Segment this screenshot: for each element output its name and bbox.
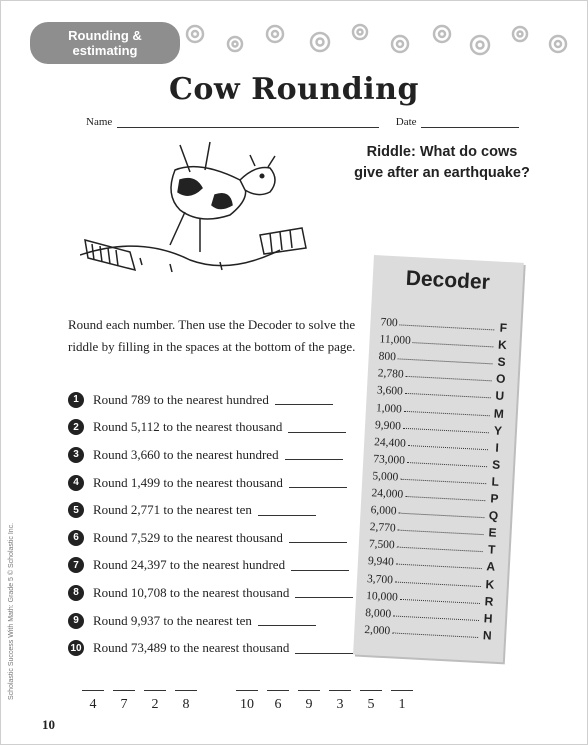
question-text: Round 1,499 to the nearest thousand — [93, 474, 283, 490]
decoder-number: 3,600 — [376, 384, 404, 399]
question-number: 9 — [68, 613, 84, 629]
letter-blank[interactable] — [236, 690, 258, 713]
letter-blank[interactable] — [298, 690, 320, 713]
blank-number: 6 — [274, 697, 282, 712]
decoder-number: 9,940 — [367, 555, 395, 569]
decoder-number: 700 — [380, 316, 399, 330]
blank-number: 9 — [305, 697, 313, 712]
decoder-dots — [408, 445, 488, 450]
decoder-letter: E — [488, 525, 497, 541]
decoder-dots — [400, 479, 486, 485]
decoder-dots — [395, 581, 481, 587]
page-title: Cow Rounding — [169, 72, 419, 107]
swirl-decoration — [180, 20, 580, 60]
blank-line — [144, 690, 166, 697]
riddle-text: Riddle: What do cows give after an earthquake? — [354, 144, 530, 181]
blank-line — [298, 690, 320, 697]
decoder-number: 7,500 — [368, 538, 395, 552]
question-item — [68, 524, 353, 552]
decoder-number: 3,700 — [366, 572, 394, 586]
question-number: 8 — [68, 585, 84, 601]
decoder-dots — [404, 410, 490, 416]
decoder-dots — [407, 462, 487, 467]
blank-line — [175, 690, 197, 697]
question-item — [68, 552, 353, 580]
decoder-number: 2,780 — [377, 367, 404, 382]
blank-line — [267, 690, 289, 697]
decoder-letter: S — [497, 354, 506, 370]
decoder-title: Decoder — [405, 266, 491, 295]
decoder-dots — [405, 393, 491, 399]
letter-blank[interactable] — [82, 690, 104, 713]
decoder-number: 5,000 — [372, 470, 399, 484]
question-text: Round 10,708 to the nearest thousand — [93, 584, 290, 600]
decoder-dots — [398, 513, 484, 519]
decoder-dots — [397, 547, 483, 553]
letter-blank[interactable] — [175, 690, 197, 713]
decoder-letter: A — [486, 559, 496, 575]
blank-number: 3 — [336, 697, 344, 712]
decoder-letter: K — [497, 337, 508, 353]
decoder-letter: S — [491, 457, 501, 472]
question-number: 10 — [68, 640, 84, 656]
decoder-letter: K — [485, 576, 495, 592]
instructions: Round each number. Then use the Decoder to solve the riddle by filling in the spaces at the bottom of the page. — [68, 317, 356, 354]
decoder-letter: U — [495, 389, 505, 404]
blank-line — [391, 690, 413, 697]
decoder-dots — [400, 598, 480, 603]
cow-illustration — [80, 140, 310, 280]
badge-line-2: estimating — [72, 43, 138, 58]
decoder-number: 24,400 — [373, 436, 407, 450]
decoder-letter: H — [483, 610, 493, 626]
question-number: 7 — [68, 557, 84, 573]
question-text: Round 9,937 to the nearest ten — [93, 612, 252, 628]
decoder-list — [364, 311, 511, 642]
decoder-letter: O — [495, 371, 506, 387]
decoder-letter: F — [499, 320, 508, 336]
question-item — [68, 496, 353, 524]
decoder-letter: I — [495, 440, 500, 455]
copyright-side-text: Scholastic Success With Math: Grade 5 © Scholastic Inc. — [8, 522, 15, 700]
blank-number: 1 — [398, 697, 406, 712]
name-date-row — [86, 116, 519, 128]
question-text: Round 7,529 to the nearest thousand — [93, 529, 283, 545]
question-text: Round 5,112 to the nearest thousand — [93, 419, 283, 435]
blank-line — [236, 690, 258, 697]
decoder-dots — [405, 496, 485, 501]
answer-blank[interactable] — [258, 505, 316, 516]
blank-number: 7 — [120, 697, 128, 712]
letter-blank[interactable] — [267, 690, 289, 713]
answer-blank[interactable] — [291, 560, 349, 571]
letter-blank[interactable] — [329, 690, 351, 713]
answer-blank[interactable] — [285, 449, 343, 460]
answer-blank[interactable] — [275, 394, 333, 405]
question-item — [68, 386, 353, 414]
question-text: Round 24,397 to the nearest hundred — [93, 557, 286, 573]
decoder-letter: Q — [488, 508, 499, 523]
badge-line-1: Rounding & — [68, 28, 142, 43]
decoder-number: 73,000 — [373, 453, 406, 467]
blank-line — [329, 690, 351, 697]
decoder-panel — [353, 255, 524, 662]
question-item — [68, 441, 353, 469]
decoder-letter: T — [487, 542, 496, 558]
blank-number: 4 — [89, 697, 97, 712]
blank-number: 5 — [367, 697, 375, 712]
decoder-letter: Y — [493, 423, 503, 438]
blank-line — [82, 690, 104, 697]
question-number: 4 — [68, 475, 84, 491]
decoder-number: 6,000 — [370, 504, 397, 518]
question-item — [68, 469, 353, 497]
decoder-letter: L — [491, 474, 500, 489]
name-field[interactable] — [117, 117, 379, 128]
decoder-number: 11,000 — [379, 333, 412, 348]
answer-blank[interactable] — [295, 587, 353, 598]
question-text: Round 3,660 to the nearest hundred — [93, 446, 279, 462]
question-item — [68, 579, 353, 607]
decoder-letter: P — [490, 491, 499, 506]
decoder-number: 10,000 — [365, 589, 399, 604]
page-number: 10 — [42, 717, 55, 732]
decoder-dots — [403, 427, 489, 433]
question-number: 3 — [68, 447, 84, 463]
question-text: Round 73,489 to the nearest thousand — [93, 640, 290, 656]
word-gap — [206, 690, 236, 713]
answer-blank[interactable] — [258, 615, 316, 626]
decoder-dots — [396, 564, 482, 570]
decoder-number: 800 — [378, 350, 397, 364]
decoder-number: 9,900 — [374, 418, 402, 433]
question-list — [68, 386, 353, 662]
decoder-number: 2,770 — [369, 521, 396, 535]
answer-row — [82, 690, 422, 713]
question-item — [68, 414, 353, 442]
question-number: 1 — [68, 392, 84, 408]
decoder-dots — [397, 530, 483, 536]
question-item — [68, 607, 353, 635]
blank-number: 2 — [151, 697, 159, 712]
question-item — [68, 634, 353, 662]
blank-line — [360, 690, 382, 697]
answer-blank[interactable] — [289, 477, 347, 488]
decoder-letter: N — [482, 628, 492, 643]
question-number: 5 — [68, 502, 84, 518]
date-field[interactable] — [421, 117, 519, 128]
decoder-letter: R — [484, 593, 494, 609]
letter-blank[interactable] — [113, 690, 135, 713]
decoder-number: 2,000 — [364, 623, 391, 638]
decoder-number: 1,000 — [375, 401, 403, 416]
letter-blank[interactable] — [391, 690, 413, 713]
answer-blank[interactable] — [295, 643, 353, 654]
question-number: 2 — [68, 419, 84, 435]
date-label: Date — [395, 116, 417, 128]
question-text: Round 789 to the nearest hundred — [93, 391, 269, 407]
decoder-letter: M — [493, 406, 505, 421]
decoder-number: 24,000 — [371, 487, 404, 501]
answer-blank[interactable] — [288, 422, 346, 433]
blank-number: 8 — [182, 697, 190, 712]
blank-number: 10 — [240, 697, 254, 712]
decoder-number: 8,000 — [364, 606, 392, 621]
question-text: Round 2,771 to the nearest ten — [93, 502, 252, 518]
letter-blank[interactable] — [360, 690, 382, 713]
section-badge — [30, 22, 180, 64]
decoder-dots — [406, 376, 492, 382]
decoder-dots — [393, 615, 479, 621]
answer-blank[interactable] — [289, 532, 347, 543]
decoder-dots — [392, 632, 478, 638]
letter-blank[interactable] — [144, 690, 166, 713]
question-number: 6 — [68, 530, 84, 546]
decoder-dots — [413, 342, 494, 347]
blank-line — [113, 690, 135, 697]
name-label: Name — [86, 116, 113, 128]
